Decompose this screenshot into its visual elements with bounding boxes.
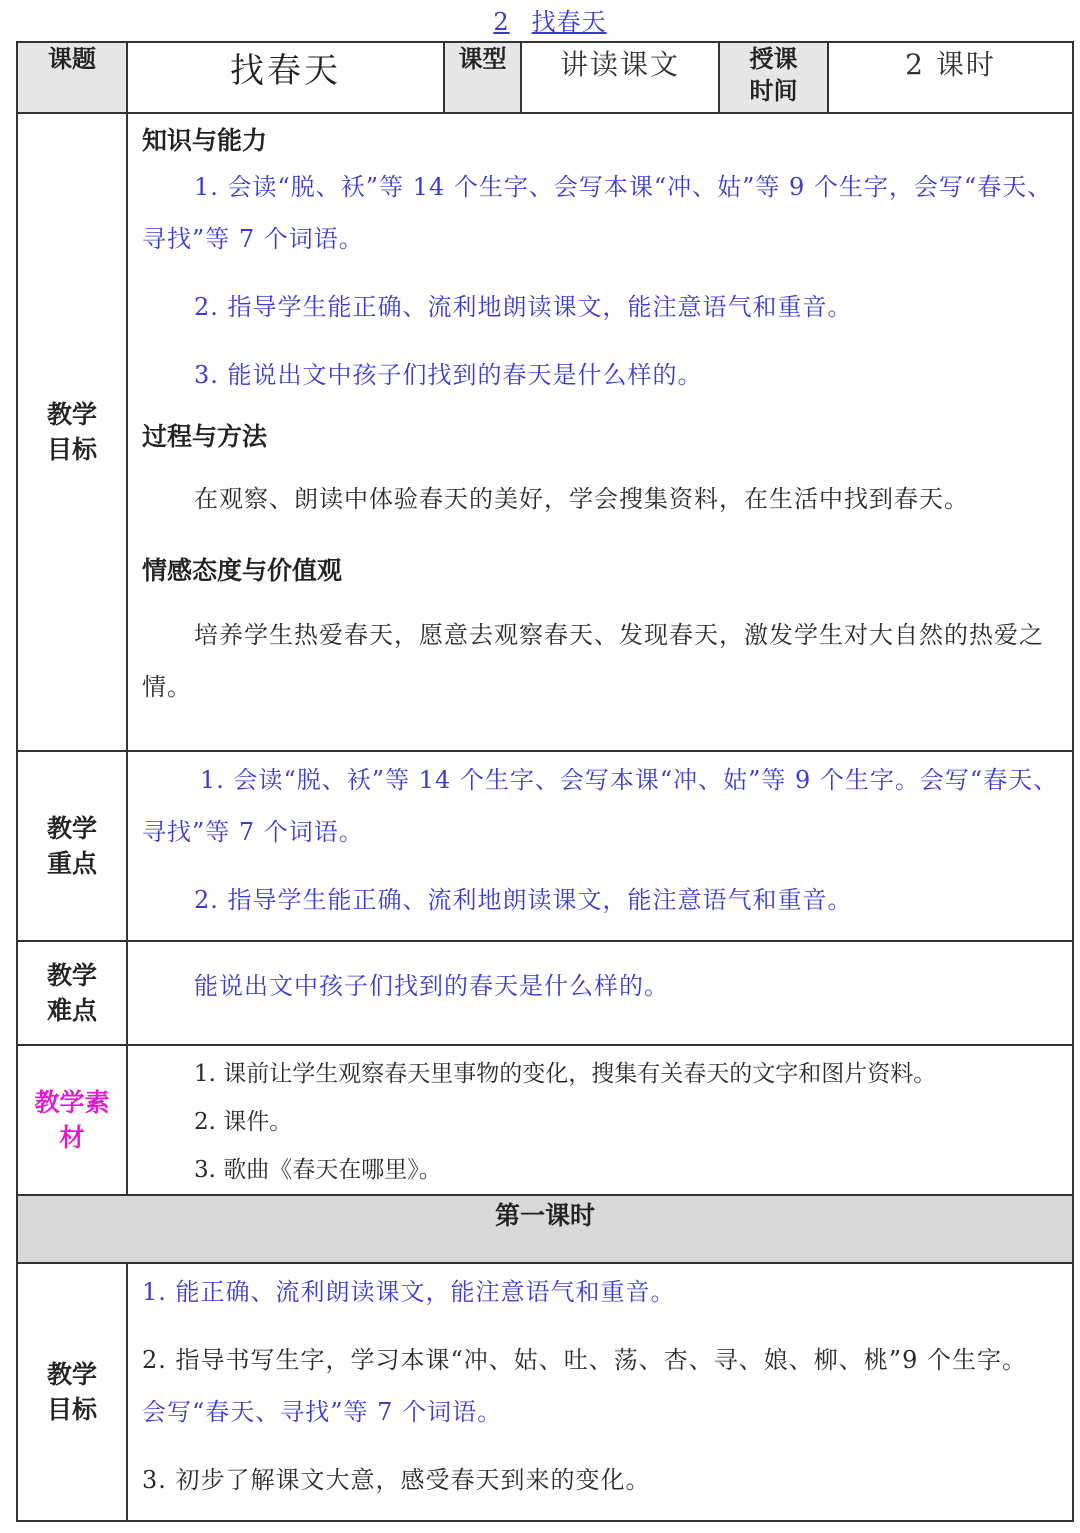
lesson-one-item-3: 3. 初步了解课文大意，感受春天到来的变化。 [142, 1466, 651, 1494]
objectives-content [127, 113, 1073, 751]
time-value-cell [828, 42, 1073, 113]
knowledge-item-1: 1. 会读“脱、袄”等 14 个生字、会写本课“冲、姑”等 9 个生字，会写“春天、寻找”等 7 个词语。 [142, 173, 1053, 253]
emotion-heading: 情感态度与价值观 [142, 556, 343, 585]
lesson-one-content [127, 1263, 1073, 1521]
materials-row [17, 1045, 1073, 1195]
process-text: 在观察、朗读中体验春天的美好，学会搜集资料，在生活中找到春天。 [194, 485, 969, 513]
header-row [17, 42, 1073, 113]
topic-label: 课题 [48, 44, 96, 73]
lesson-one-label-line1: 教学 [46, 1360, 97, 1389]
objectives-label-line2: 目标 [46, 435, 97, 464]
time-label-line1: 授课 [749, 44, 798, 73]
objectives-row [17, 113, 1073, 751]
materials-label-line1: 教学素 [34, 1088, 110, 1117]
materials-content [127, 1045, 1073, 1195]
key-points-label-line2: 重点 [46, 849, 97, 878]
type-value: 讲读课文 [559, 48, 680, 81]
lesson-one-banner-row [17, 1195, 1073, 1263]
key-point-1: 1. 会读“脱、袄”等 14 个生字、会写本课“冲、姑”等 9 个生字。会写“春天、寻找”等 7 个词语。 [142, 766, 1059, 846]
knowledge-item-2: 2. 指导学生能正确、流利地朗读课文，能注意语气和重音。 [194, 293, 853, 321]
difficulty-label-line1: 教学 [46, 961, 97, 990]
materials-label-line2: 材 [59, 1123, 85, 1152]
difficulty-label-cell [17, 941, 127, 1045]
type-value-cell [521, 42, 719, 113]
lesson-one-label-line2: 目标 [46, 1395, 97, 1424]
difficulty-text: 能说出文中孩子们找到的春天是什么样的。 [194, 972, 669, 1000]
lesson-plan-table [16, 41, 1074, 1522]
material-item-2: 2. 课件。 [194, 1109, 293, 1135]
lesson-one-label-cell [17, 1263, 127, 1521]
materials-label-cell [17, 1045, 127, 1195]
type-label: 课型 [458, 44, 507, 73]
key-points-content [127, 751, 1073, 941]
knowledge-item-3: 3. 能说出文中孩子们找到的春天是什么样的。 [194, 361, 703, 389]
topic-label-cell [17, 42, 127, 113]
objectives-label-cell [17, 113, 127, 751]
material-item-1: 1. 课前让学生观察春天里事物的变化，搜集有关春天的文字和图片资料。 [194, 1061, 937, 1087]
type-label-cell [444, 42, 521, 113]
key-point-2: 2. 指导学生能正确、流利地朗读课文，能注意语气和重音。 [194, 886, 853, 914]
difficulty-label-line2: 难点 [46, 996, 97, 1025]
emotion-text: 培养学生热爱春天，愿意去观察春天、发现春天，激发学生对大自然的热爱之情。 [142, 621, 1044, 701]
difficulty-content [127, 941, 1073, 1045]
lesson-name: 找春天 [531, 8, 607, 36]
material-item-3: 3. 歌曲《春天在哪里》。 [194, 1157, 442, 1183]
objectives-label-line1: 教学 [46, 400, 97, 429]
key-points-row [17, 751, 1073, 941]
time-label-line2: 时间 [749, 76, 798, 105]
key-points-label-line1: 教学 [46, 814, 97, 843]
document-title [0, 4, 1080, 40]
key-points-label-cell [17, 751, 127, 941]
topic-value: 找春天 [230, 51, 341, 91]
lesson-one-item-1: 1. 能正确、流利朗读课文，能注意语气和重音。 [142, 1278, 676, 1306]
difficulty-row [17, 941, 1073, 1045]
process-heading: 过程与方法 [142, 422, 268, 451]
lesson-one-item-2: 2. 指导书写生字，学习本课“冲、姑、吐、荡、杏、寻、娘、柳、桃”9 个生字。 [142, 1346, 1027, 1374]
topic-value-cell [127, 42, 444, 113]
lesson-one-item-2-cont: 会写“春天、寻找”等 7 个词语。 [142, 1398, 503, 1426]
lesson-one-objectives-row [17, 1263, 1073, 1521]
lesson-number: 2 [493, 8, 510, 36]
lesson-one-banner: 第一课时 [17, 1195, 1073, 1263]
knowledge-heading: 知识与能力 [142, 126, 268, 155]
time-label-cell [719, 42, 828, 113]
time-value: 2 课时 [905, 48, 996, 81]
